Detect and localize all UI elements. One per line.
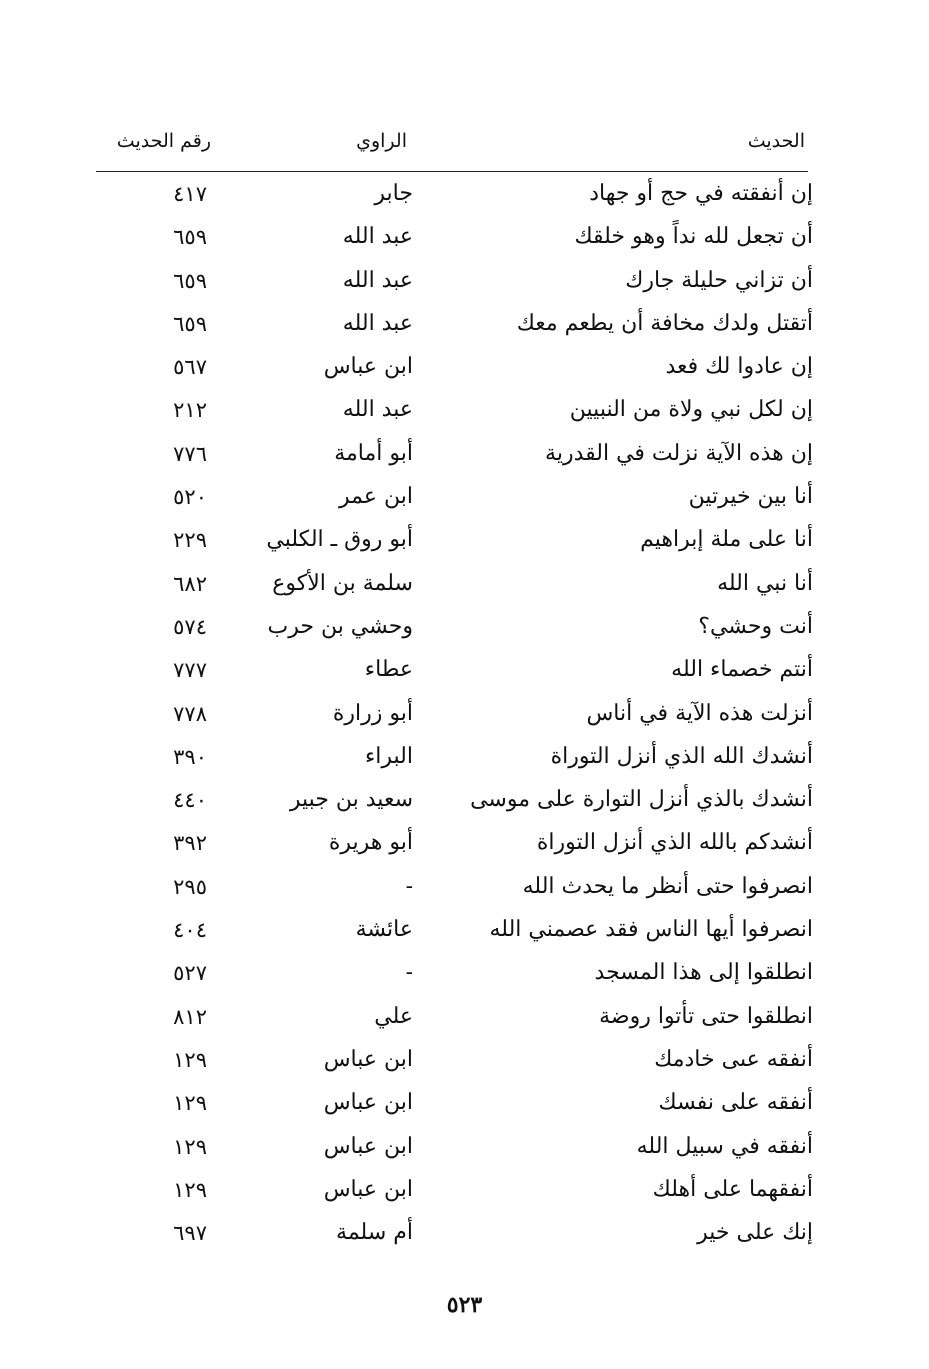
hadith-text: أنا بين خيرتين [688,484,813,510]
narrator-name: البراء [364,743,413,769]
narrator-name: ابن عباس [323,1133,413,1159]
hadith-number: ٥٢٠ [173,485,207,510]
narrator-name: أبو روق ـ الكلبي [266,527,413,553]
hadith-number: ٢٩٥ [173,874,207,899]
narrator-name: عبد الله [342,397,413,423]
hadith-text: أنتم خصماء الله [671,657,813,683]
narrator-name: جابر [374,181,413,206]
hadith-number: ١٢٩ [173,1047,207,1072]
narrator-name: عطاء [364,657,413,683]
narrator-name: عبد الله [342,310,413,336]
table-row [0,953,929,996]
table-row [0,1213,929,1256]
table-row [0,520,929,563]
narrator-name: سعيد بن جبير [289,787,413,813]
narrator-name: أبو أمامة [334,440,413,466]
narrator-name: - [405,873,413,899]
hadith-number: ٧٧٧ [173,658,207,683]
header-divider [96,171,808,172]
hadith-text: إن أنفقته في حج أو جهاد [589,181,813,206]
hadith-number: ٥٧٤ [173,614,207,639]
hadith-text: أنفقه في سبيل الله [636,1133,813,1159]
hadith-number: ٢١٢ [173,398,207,423]
hadith-text: أن تزاني حليلة جارك [625,267,813,293]
table-row [0,1127,929,1170]
hadith-text: إن هذه الآية نزلت في القدرية [545,440,813,466]
table-row [0,737,929,780]
table-row [0,607,929,650]
hadith-text: أنفقه على نفسك [658,1090,813,1116]
column-header-narrator: الراوي [356,130,407,152]
hadith-number: ٥٢٧ [173,961,207,986]
hadith-text: أنفقهما على أهلك [652,1176,813,1202]
hadith-text: انطلقوا حتى تأتوا روضة [599,1003,813,1029]
narrator-name: علي [374,1003,413,1029]
page-number: ٥٢٣ [446,1292,483,1318]
narrator-name: عائشة [355,917,413,943]
hadith-text: أنفقه عىى خادمك [654,1046,813,1072]
column-header-hadith: الحديث [747,130,805,152]
table-row [0,650,929,693]
table-row [0,694,929,737]
table-row [0,910,929,953]
narrator-name: ابن عباس [323,1090,413,1116]
hadith-text: إنك على خير [697,1220,813,1246]
hadith-text: إن لكل نبي ولاة من النبيين [569,397,813,423]
hadith-text: أنشدك بالذي أنزل التوارة على موسى [470,787,813,813]
hadith-number: ٣٩٠ [173,744,207,769]
hadith-number: ٧٧٦ [173,441,207,466]
hadith-text: أنت وحشي؟ [698,613,813,639]
table-row [0,823,929,866]
hadith-number: ٦٩٧ [173,1221,207,1246]
table-row [0,1170,929,1213]
narrator-name: أبو هريرة [328,830,413,856]
table-row [0,174,929,217]
hadith-text: أنزلت هذه الآية في أناس [586,700,813,726]
narrator-name: وحشي بن حرب [267,613,413,639]
hadith-text: أنا نبي الله [717,570,813,596]
hadith-number: ٦٥٩ [173,268,207,293]
hadith-text: أتقتل ولدك مخافة أن يطعم معك [516,310,813,336]
hadith-text: انصرفوا حتى أنظر ما يحدث الله [522,873,813,899]
narrator-name: ابن عمر [339,484,413,510]
hadith-number: ١٢٩ [173,1134,207,1159]
table-row [0,564,929,607]
table-row [0,304,929,347]
narrator-name: ابن عباس [323,1176,413,1202]
column-header-hadith-number: رقم الحديث [116,130,211,152]
hadith-text: أنشدكم بالله الذي أنزل التوراة [536,830,813,856]
hadith-number: ٦٨٢ [173,571,207,596]
hadith-text: أن تجعل لله نداً وهو خلقك [574,224,813,250]
hadith-text: إن عادوا لك فعد [665,354,813,380]
table-row [0,434,929,477]
table-row [0,780,929,823]
hadith-number: ٥٦٧ [173,355,207,380]
table-row [0,261,929,304]
hadith-number: ٦٥٩ [173,225,207,250]
table-row [0,997,929,1040]
hadith-number: ٣٩٢ [173,831,207,856]
narrator-name: ابن عباس [323,1046,413,1072]
hadith-number: ٦٥٩ [173,311,207,336]
hadith-text: انطلقوا إلى هذا المسجد [594,960,813,986]
narrator-name: عبد الله [342,224,413,250]
table-row [0,217,929,260]
table-row [0,1040,929,1083]
table-row [0,1083,929,1126]
narrator-name: عبد الله [342,267,413,293]
hadith-number: ٤٠٤ [173,918,207,943]
hadith-text: انصرفوا أيها الناس فقد عصمني الله [489,917,813,943]
hadith-number: ١٢٩ [173,1091,207,1116]
hadith-number: ١٢٩ [173,1177,207,1202]
narrator-name: أم سلمة [336,1220,413,1246]
hadith-text: أنشدك الله الذي أنزل التوراة [550,743,813,769]
hadith-number: ٨١٢ [173,1004,207,1029]
narrator-name: سلمة بن الأكوع [272,570,413,596]
table-row [0,867,929,910]
hadith-number: ٢٢٩ [173,528,207,553]
hadith-number: ٧٧٨ [173,701,207,726]
hadith-text: أنا على ملة إبراهيم [640,527,813,553]
table-row [0,390,929,433]
narrator-name: - [405,960,413,986]
hadith-number: ٤٤٠ [173,788,207,813]
table-row [0,347,929,390]
table-row [0,477,929,520]
narrator-name: أبو زرارة [332,700,413,726]
hadith-index-table [0,174,929,1256]
narrator-name: ابن عباس [323,354,413,380]
hadith-number: ٤١٧ [173,182,207,206]
